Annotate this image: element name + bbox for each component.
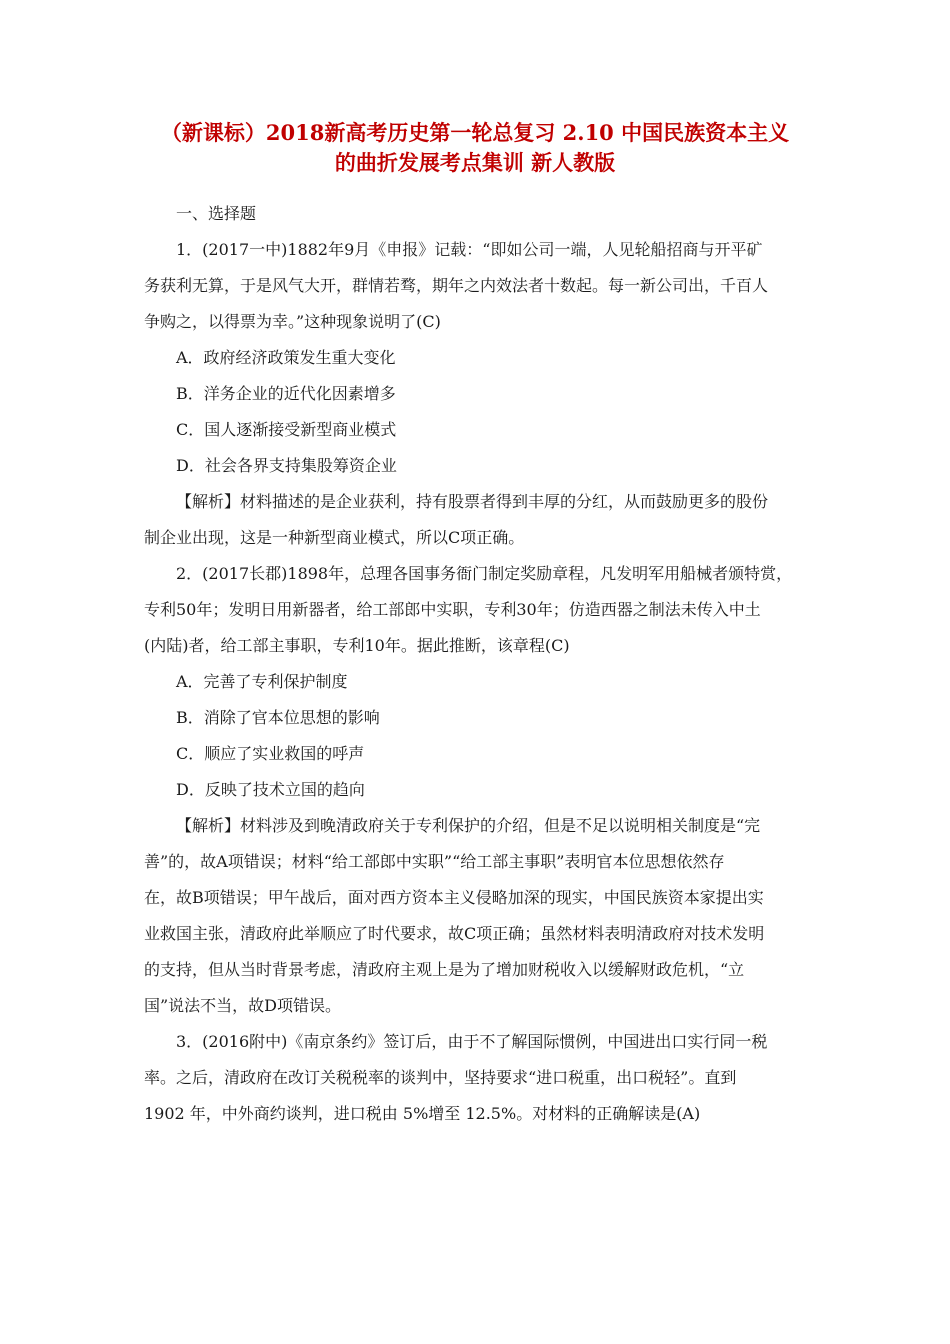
q2-option-a: A．完善了专利保护制度 — [176, 672, 348, 691]
q2-stem-line-2: 专利50年；发明日用新器者，给工部郎中实职，专利30年；仿造西器之制法未传入中土 — [144, 600, 761, 619]
q1-stem-line-2: 务获利无算，于是风气大开，群情若骛，期年之内效法者十数起。每一新公司出，千百人 — [144, 276, 769, 295]
q1-stem-line-3: 争购之，以得票为幸。”这种现象说明了(C) — [144, 312, 441, 331]
q2-analysis-line-4: 业救国主张，清政府此举顺应了时代要求，故C项正确；虽然材料表明清政府对技术发明 — [144, 924, 765, 943]
document-title — [120, 118, 830, 178]
q1-option-d: D．社会各界支持集股筹资企业 — [176, 456, 397, 475]
q1-option-b: B．洋务企业的近代化因素增多 — [176, 384, 396, 403]
q2-option-b: B．消除了官本位思想的影响 — [176, 708, 380, 727]
q2-analysis-line-6: 国”说法不当，故D项错误。 — [144, 996, 342, 1015]
q2-stem-line-3: (内陆)者，给工部主事职，专利10年。据此推断，该章程(C) — [144, 636, 570, 655]
title-line-2: 的曲折发展考点集训 新人教版 — [334, 150, 616, 175]
q2-option-c: C．顺应了实业救国的呼声 — [176, 744, 365, 763]
q3-stem-line-3: 1902 年，中外商约谈判，进口税由 5%增至 12.5%。对材料的正确解读是(A) — [144, 1104, 701, 1123]
q1-stem-line-1: 1．(2017一中)1882年9月《申报》记载：“即如公司一端，人见轮船招商与开平矿 — [176, 240, 763, 259]
q1-analysis-line-1: 【解析】材料描述的是企业获利，持有股票者得到丰厚的分红，从而鼓励更多的股份 — [176, 492, 769, 511]
section-heading: 一、选择题 — [176, 204, 257, 223]
title-line-1: （新课标）2018新高考历史第一轮总复习 2.10 中国民族资本主义 — [160, 120, 790, 145]
q1-option-a: A．政府经济政策发生重大变化 — [176, 348, 396, 367]
q2-analysis-line-1: 【解析】材料涉及到晚清政府关于专利保护的介绍，但是不足以说明相关制度是“完 — [176, 816, 761, 835]
q2-analysis-line-3: 在，故B项错误；甲午战后，面对西方资本主义侵略加深的现实，中国民族资本家提出实 — [144, 888, 764, 907]
q2-stem-line-1: 2．(2017长郡)1898年，总理各国事务衙门制定奖励章程，凡发明军用船械者颁特赏， — [176, 564, 793, 583]
q2-option-d: D．反映了技术立国的趋向 — [176, 780, 365, 799]
q2-analysis-line-2: 善”的，故A项错误；材料“给工部郎中实职”“给工部主事职”表明官本位思想依然存 — [144, 852, 725, 871]
q3-stem-line-1: 3．(2016附中)《南京条约》签订后，由于不了解国际惯例，中国进出口实行同一税 — [176, 1032, 768, 1051]
q1-option-c: C．国人逐渐接受新型商业模式 — [176, 420, 397, 439]
document-body — [144, 196, 808, 1132]
q3-stem-line-2: 率。之后，清政府在改订关税税率的谈判中，坚持要求“进口税重，出口税轻”。直到 — [144, 1068, 737, 1087]
q1-analysis-line-2: 制企业出现，这是一种新型商业模式，所以C项正确。 — [144, 528, 525, 547]
q2-analysis-line-5: 的支持，但从当时背景考虑，清政府主观上是为了增加财税收入以缓解财政危机，“立 — [144, 960, 745, 979]
